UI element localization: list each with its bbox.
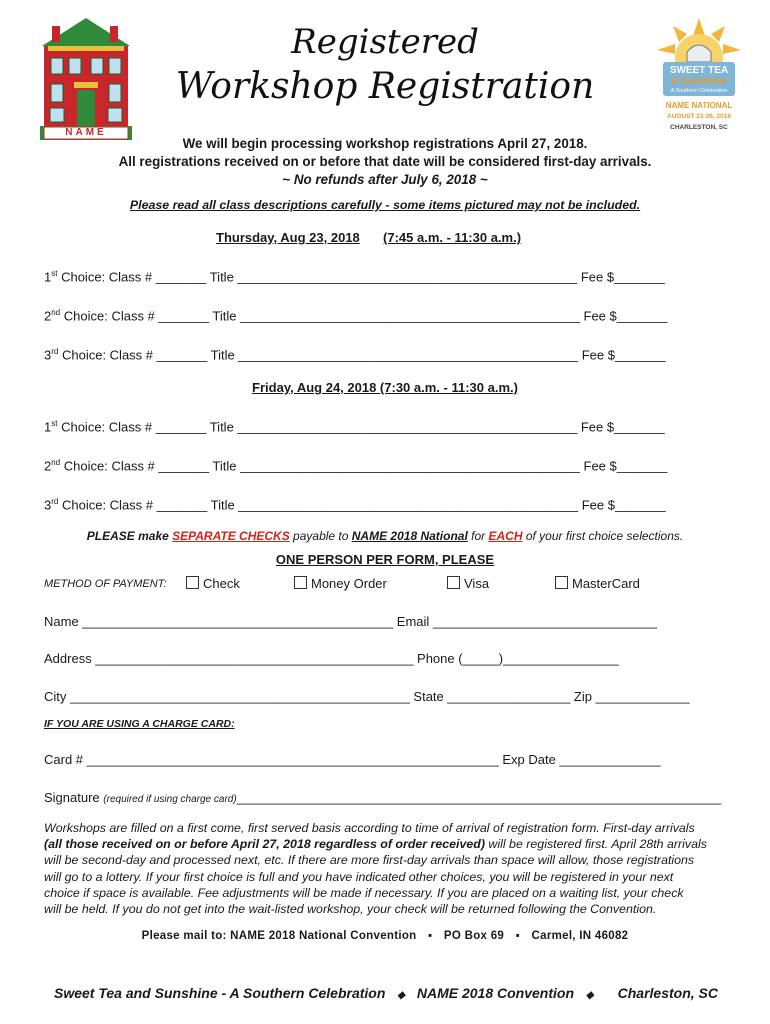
checkbox-icon[interactable]: [294, 576, 307, 589]
thursday-time: (7:45 a.m. - 11:30 a.m.): [383, 230, 522, 245]
payment-check-option[interactable]: Check: [186, 576, 240, 591]
friday-choice-1[interactable]: 1st Choice: Class # _______ Title _______________________________________________ Fee $_______: [44, 419, 665, 435]
checkbox-icon[interactable]: [555, 576, 568, 589]
address-phone-field[interactable]: Address ____________________________________________ Phone (_____)________________: [44, 651, 619, 666]
bullet-icon: ▪: [515, 930, 521, 942]
logo-national-text: NAME NATIONAL: [665, 101, 733, 110]
checkbox-icon[interactable]: [186, 576, 199, 589]
payment-visa-option[interactable]: Visa: [447, 576, 489, 591]
logo-city-text: CHARLESTON, SC: [670, 124, 728, 131]
payment-mastercard-option[interactable]: MasterCard: [555, 576, 640, 591]
friday-choice-2[interactable]: 2nd Choice: Class # _______ Title _______________________________________________ Fee $_______: [44, 458, 668, 474]
policy-paragraph: Workshops are filled on a first come, first served basis according to time of arrival of registration form. First-day arrivals (all those received on or before April 27, 2018 regardless of order received) will be registered first. April 28th arrivals will be second-day and processed next, etc. If there are more first-day arrivals than space will allow, those registrations will go to a lottery. If your first choice is full and you have indicated other choices, you will be registered in your next choice if space is available. Fee adjustments will be made if necessary. If you are placed on a waiting list, your check will be held. If you do not get into the wait-listed workshop, your check will be returned following the Convention.: [44, 821, 707, 917]
diamond-icon: ◆: [397, 990, 405, 1001]
separate-checks-note: PLEASE make SEPARATE CHECKS payable to NAME 2018 National for EACH of your first choice selections.: [86, 529, 684, 543]
checkbox-icon[interactable]: [447, 576, 460, 589]
thursday-choice-3[interactable]: 3rd Choice: Class # _______ Title _______________________________________________ Fee $_______: [44, 347, 666, 363]
intro-line-1: We will begin processing workshop registrations April 27, 2018.: [182, 136, 588, 151]
logo-southern-text: A Southern Celebration: [670, 88, 728, 94]
city-state-zip-field[interactable]: City _______________________________________________ State _________________ Zip _____________: [44, 689, 690, 704]
payment-method-label: METHOD OF PAYMENT:: [44, 578, 167, 590]
diamond-icon: ◆: [585, 990, 594, 1001]
mail-to-line: Please mail to: NAME 2018 National Convention ▪ PO Box 69 ▪ Carmel, IN 46082: [141, 930, 629, 942]
thursday-heading: [216, 230, 521, 245]
title-line-2: Workshop Registration: [175, 66, 595, 107]
signature-field[interactable]: Signature (required if using charge card)___________________________________________________________________: [44, 790, 722, 805]
intro-line-3: ~ No refunds after July 6, 2018 ~: [282, 172, 488, 187]
footer-line: Sweet Tea and Sunshine - A Southern Celebration ◆ NAME 2018 Convention ◆ Charleston, SC: [54, 985, 718, 1001]
title-line-1: Registered: [291, 22, 479, 62]
card-expdate-field[interactable]: Card # _________________________________________________________ Exp Date ______________: [44, 752, 661, 767]
logo-name-label: NAME: [65, 127, 107, 138]
bullet-icon: ▪: [428, 930, 433, 942]
one-person-heading: ONE PERSON PER FORM, PLEASE: [275, 552, 495, 567]
name-email-field[interactable]: Name ___________________________________________ Email _______________________________: [44, 614, 658, 629]
thursday-date: Thursday, Aug 23, 2018: [216, 230, 360, 245]
thursday-choice-2[interactable]: 2nd Choice: Class # _______ Title _______________________________________________ Fee $_______: [44, 308, 668, 324]
charge-card-heading: IF YOU ARE USING A CHARGE CARD:: [44, 718, 235, 730]
logo-dates-text: AUGUST 23-26, 2018: [667, 113, 731, 120]
logo-sunshine-text: & Sunshine: [671, 76, 727, 87]
logo-sweet-tea-text: SWEET TEA: [669, 65, 729, 76]
thursday-choice-1[interactable]: 1st Choice: Class # _______ Title _______________________________________________ Fee $_______: [44, 269, 665, 285]
friday-heading: Friday, Aug 24, 2018 (7:30 a.m. - 11:30 a.m.): [252, 380, 518, 395]
intro-line-2: All registrations received on or before that date will be considered first-day arrivals.: [118, 154, 652, 169]
payment-money-order-option[interactable]: Money Order: [294, 576, 387, 591]
read-descriptions-note: Please read all class descriptions carefully - some items pictured may not be included.: [129, 198, 641, 212]
friday-choice-3[interactable]: 3rd Choice: Class # _______ Title _______________________________________________ Fee $_______: [44, 497, 666, 513]
